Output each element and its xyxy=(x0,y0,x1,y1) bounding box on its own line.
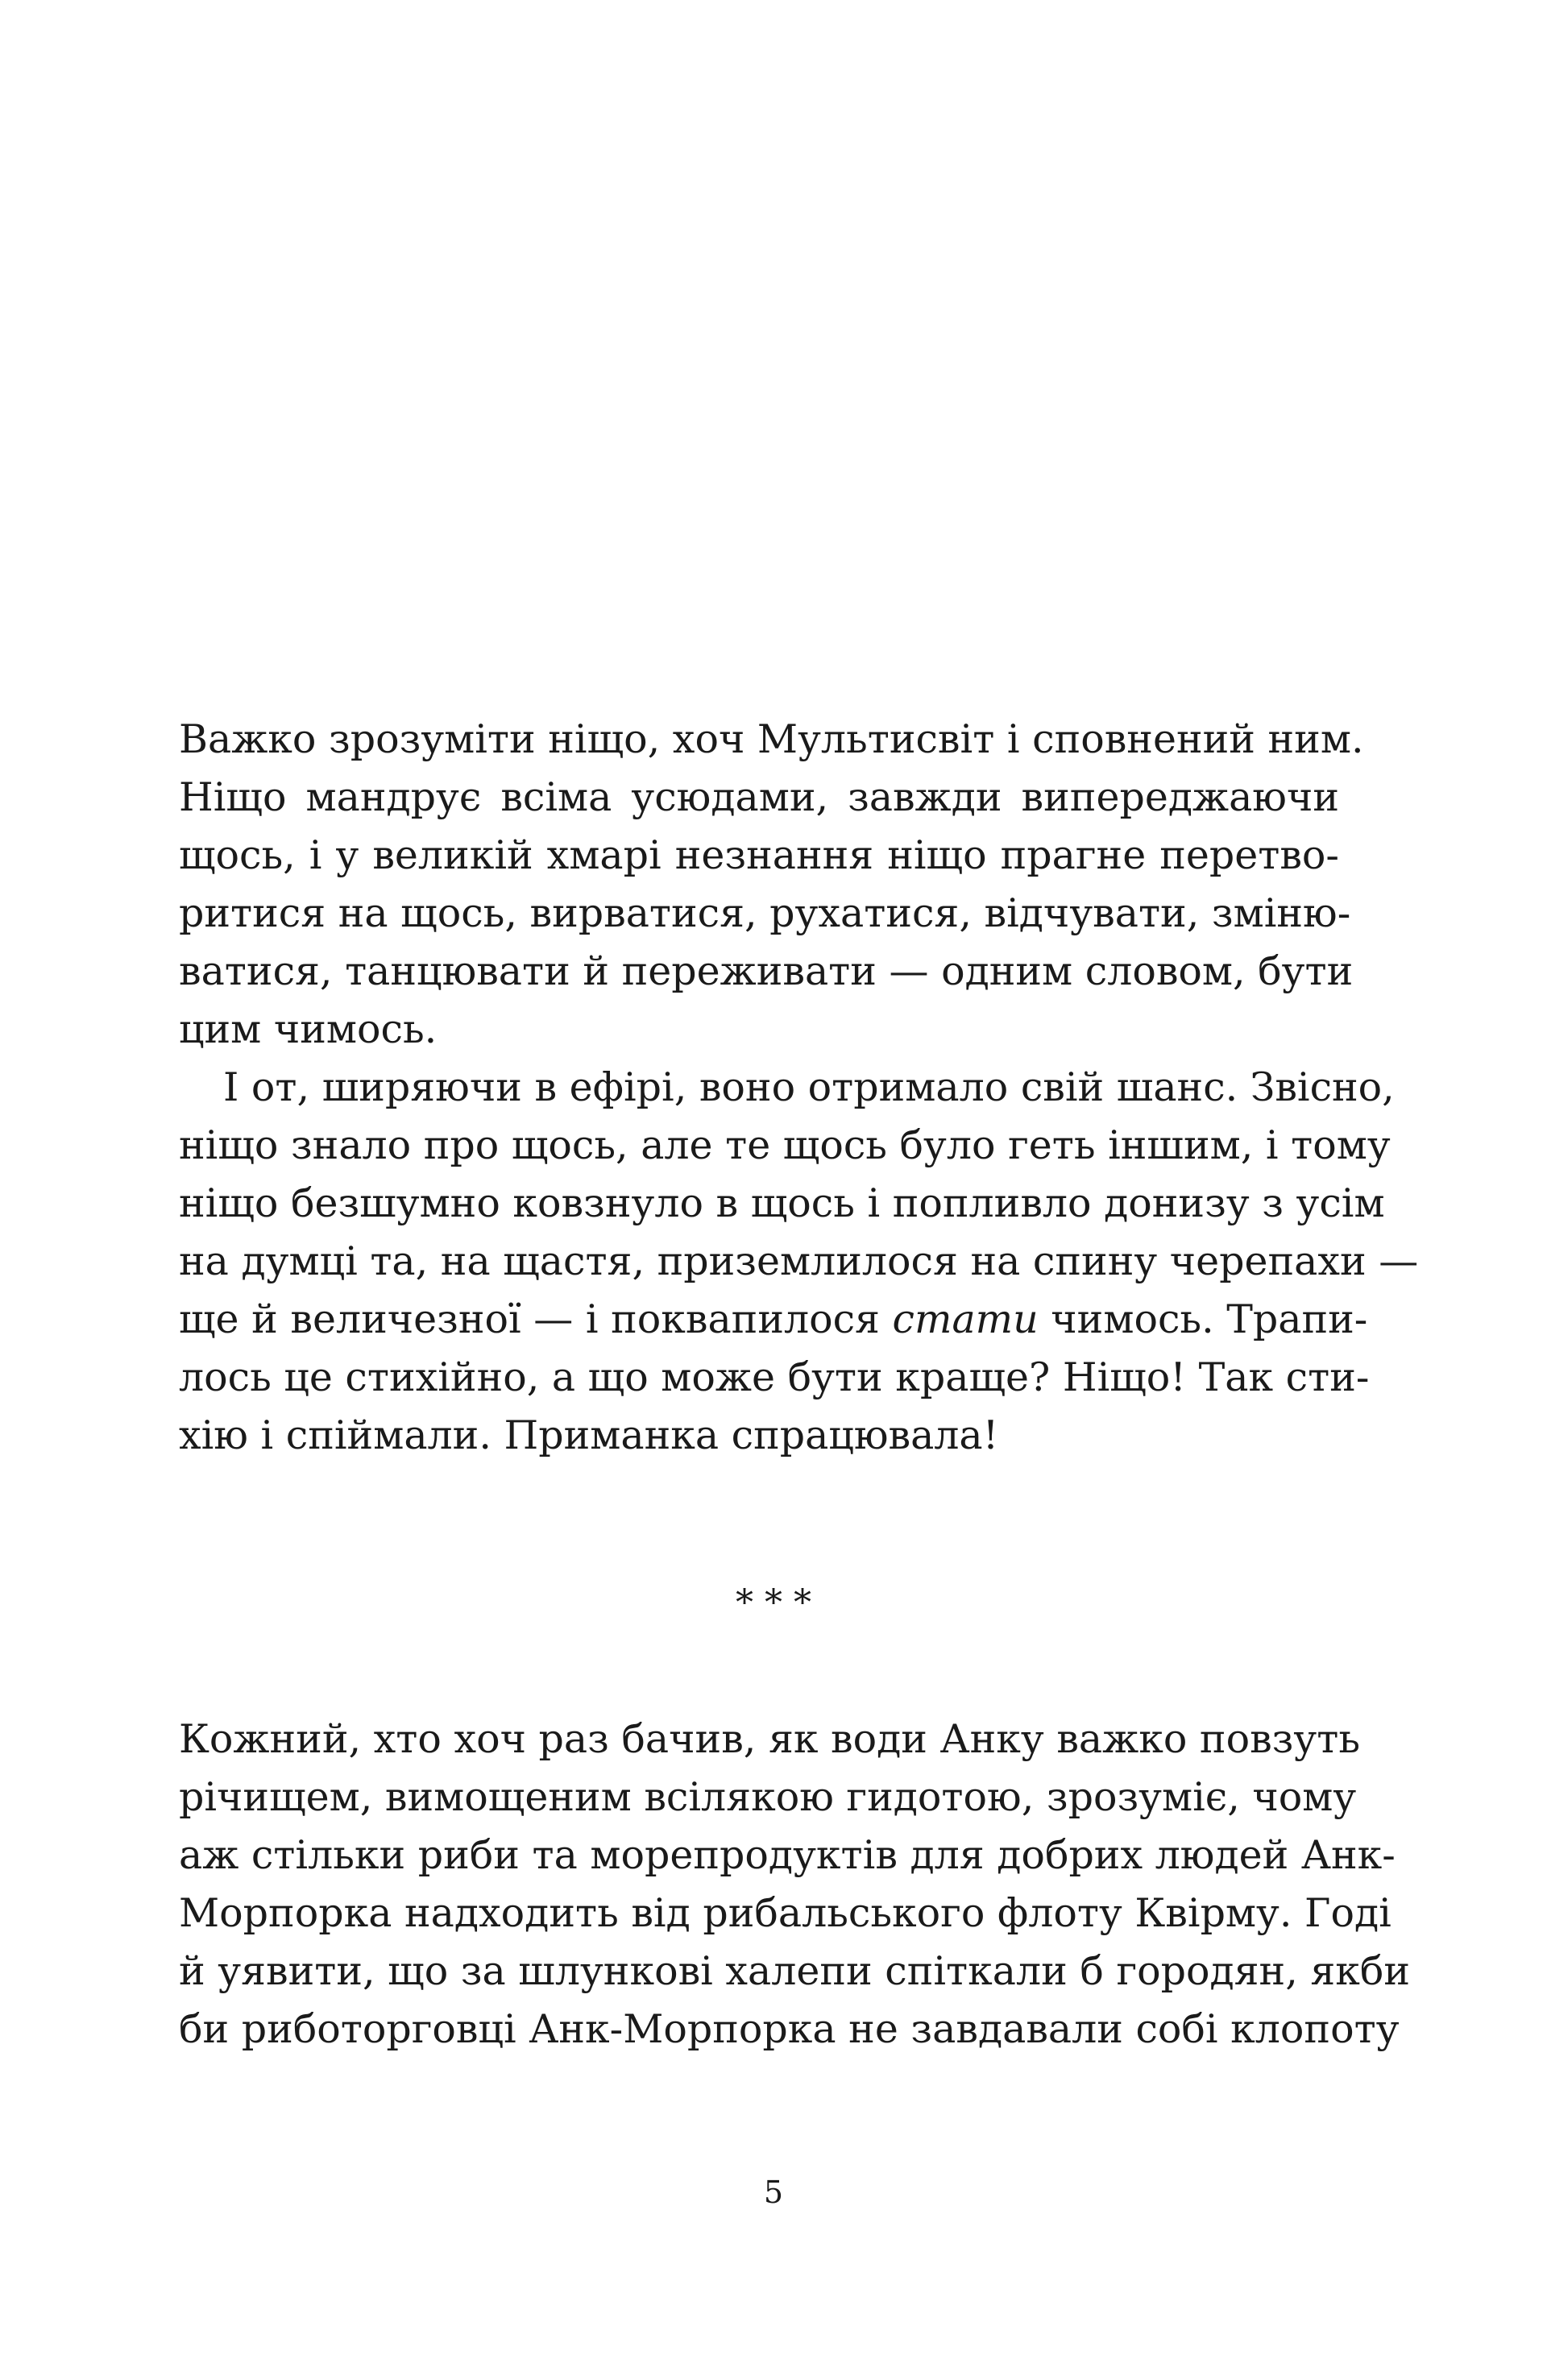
paragraph-1-line: Ніщо мандрує всіма усюдами, завжди випереджаючи xyxy=(179,774,1339,820)
paragraph-2-line: на думці та, на щастя, приземлилося на спину черепахи — xyxy=(179,1238,1419,1284)
paragraph-3-line: й уявити, що за шлункові халепи спіткали б городян, якби xyxy=(179,1948,1411,1994)
paragraph-3-line: річищем, вимощеним всілякою гидотою, зрозуміє, чому xyxy=(179,1774,1357,1820)
line-text-after-emphasis: чимось. Трапи- xyxy=(1038,1296,1368,1342)
paragraph-1-line: ритися на щось, вирватися, рухатися, відчувати, зміню- xyxy=(179,890,1351,936)
paragraph-2 xyxy=(179,1059,1419,1465)
paragraph-3-line: би риботорговці Анк-Морпорка не завдавали собі клопоту xyxy=(179,2006,1400,2052)
paragraph-2-line-with-emphasis xyxy=(179,1291,1368,1349)
paragraph-3-line: Кожний, хто хоч раз бачив, як води Анку важко повзуть xyxy=(179,1716,1361,1762)
paragraph-2-line: ніщо знало про щось, але те щось було геть іншим, і тому xyxy=(179,1122,1391,1168)
paragraph-1-line: щось, і у великій хмарі незнання ніщо прагне перетво- xyxy=(179,832,1339,878)
paragraph-2-line: хію і спіймали. Приманка спрацювала! xyxy=(179,1412,999,1458)
paragraph-2-line: лось це стихійно, а що може бути краще? Ніщо! Так сти- xyxy=(179,1354,1370,1400)
paragraph-2-line: ніщо безшумно ковзнуло в щось і попливло донизу з усім xyxy=(179,1180,1385,1226)
second-section xyxy=(179,1710,1411,2059)
paragraph-3 xyxy=(179,1710,1411,2059)
paragraph-3-line: Морпорка надходить від рибальського флоту Квірму. Годі xyxy=(179,1890,1391,1936)
page-number: 5 xyxy=(763,2175,784,2210)
paragraph-1-line: цим чимось. xyxy=(179,1006,438,1052)
line-text-before-emphasis: ще й величезної — і поквапилося xyxy=(179,1296,893,1342)
paragraph-1-line: Важко зрозуміти ніщо, хоч Мультисвіт і сповнений ним. xyxy=(179,716,1364,762)
paragraph-1 xyxy=(179,711,1364,1059)
first-section xyxy=(179,711,1419,1465)
paragraph-2-line: І от, ширяючи в ефірі, воно отримало свій шанс. Звісно, xyxy=(223,1064,1395,1110)
section-separator: * * * xyxy=(736,1582,811,1623)
paragraph-3-line: аж стільки риби та морепродуктів для добрих людей Анк- xyxy=(179,1832,1396,1878)
emphasized-word: стати xyxy=(892,1296,1039,1342)
paragraph-1-line: ватися, танцювати й переживати — одним словом, бути xyxy=(179,948,1354,994)
